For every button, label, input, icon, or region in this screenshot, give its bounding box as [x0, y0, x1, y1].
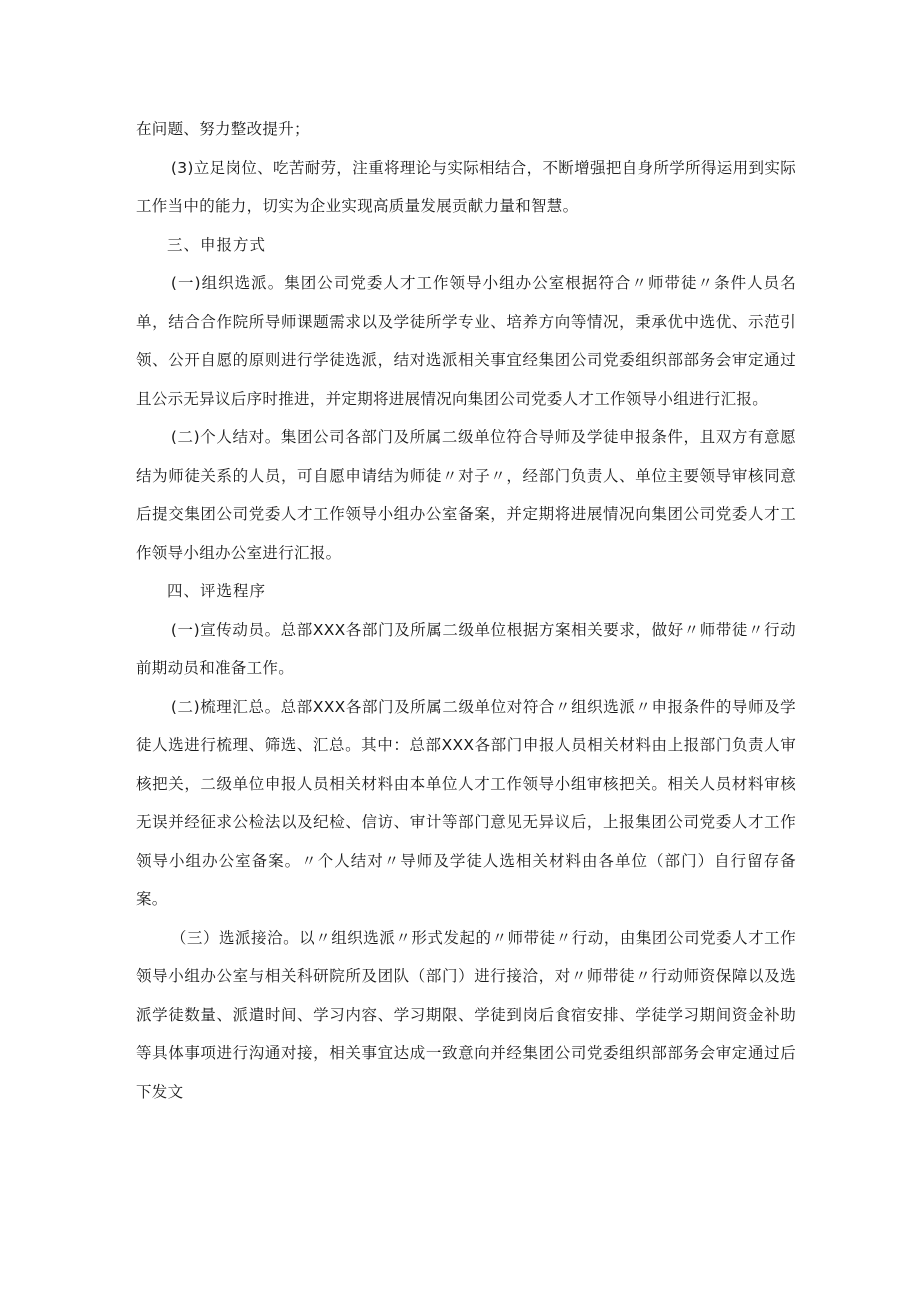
paragraph-review-summary: (二)梳理汇总。总部XXX各部门及所属二级单位对符合〃组织选派〃申报条件的导师及学徒人选进行梳理、筛选、汇总。其中：总部XXX各部门申报人员相关材料由上报部门负责人审核把关，二级单位申报人员相关材料由本单位人才工作领导小组审核把关。相关人员材料审核无误并经征求公检法以及纪检、信访、审计等部门意见无异议后，上报集团公司党委人才工作领导小组办公室备案。〃个人结对〃导师及学徒人选相关材料由各单位（部门）自行留存备案。: [136, 697, 796, 908]
paragraph-item-3: (3)立足岗位、吃苦耐劳，注重将理论与实际相结合，不断增强把自身所学所得运用到实际工作当中的能力，切实为企业实现高质量发展贡献力量和智慧。: [136, 158, 796, 215]
paragraph-continuation: 在问题、努力整改提升；: [136, 120, 310, 138]
paragraph-publicity-mobilization: (一)宣传动员。总部XXX各部门及所属二级单位根据方案相关要求，做好〃师带徒〃行动前期动员和准备工作。: [136, 620, 796, 677]
section-heading-selection-procedure: 四、评选程序: [167, 582, 267, 600]
document-body: [136, 110, 796, 1111]
section-heading-application-method: 三、申报方式: [167, 235, 267, 254]
paragraph-organized-dispatch: (一)组织选派。集团公司党委人才工作领导小组办公室根据符合〃师带徒〃条件人员名单，结合合作院所导师课题需求以及学徒所学专业、培养方向等情况，秉承优中选优、示范引领、公开自愿的原则进行学徒选派，结对选派相关事宜经集团公司党委组织部部务会审定通过且公示无异议后序时推进，并定期将进展情况向集团公司党委人才工作领导小组进行汇报。: [136, 274, 796, 408]
paragraph-dispatch-liaison: （三）选派接洽。以〃组织选派〃形式发起的〃师带徒〃行动，由集团公司党委人才工作领导小组办公室与相关科研院所及团队（部门）进行接洽，对〃师带徒〃行动师资保障以及选派学徒数量、派遣时间、学习内容、学习期限、学徒到岗后食宿安排、学徒学习期间资金补助等具体事项进行沟通对接，相关事宜达成一致意向并经集团公司党委组织部部务会审定通过后下发文: [136, 928, 796, 1101]
paragraph-individual-pairing: (二)个人结对。集团公司各部门及所属二级单位符合导师及学徒申报条件，且双方有意愿结为师徒关系的人员，可自愿申请结为师徒〃对子〃，经部门负责人、单位主要领导审核同意后提交集团公司党委人才工作领导小组办公室备案，并定期将进展情况向集团公司党委人才工作领导小组办公室进行汇报。: [136, 428, 796, 562]
